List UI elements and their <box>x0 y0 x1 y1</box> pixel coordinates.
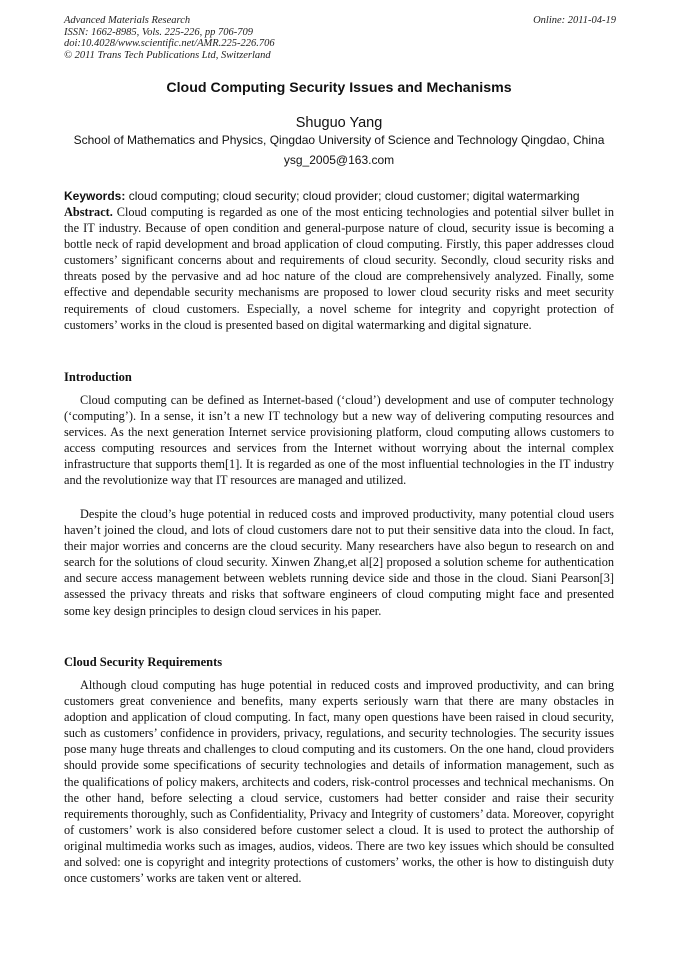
abstract <box>64 204 614 333</box>
author-name: Shuguo Yang <box>295 115 383 131</box>
author-affiliation: School of Mathematics and Physics, Qingdao University of Science and Technology Qingdao, China <box>73 133 605 147</box>
keywords-label: Keywords: <box>64 189 126 203</box>
introduction-paragraph-2: Despite the cloud’s huge potential in reduced costs and improved productivity, many potential cloud users haven’t joined the cloud, and lots of cloud customers dare not to put their sensitive data into the cloud. In fact, their major worries and concerns are the cloud security. Many researchers have also begun to research on and search for the solutions of cloud security. Xinwen Zhang,et al[2] proposed a solution scheme for authentication and secure access management between weblets running device side and those in the cloud. Siani Pearson[3] assessed the privacy threats and risks that software engineers of cloud computing might face and presented some key design principles to design cloud services in his paper. <box>64 507 614 618</box>
section-heading-requirements: Cloud Security Requirements <box>64 655 223 669</box>
section-heading-introduction: Introduction <box>64 370 132 384</box>
online-date: Online: 2011-04-19 <box>533 15 616 26</box>
paper-title: Cloud Computing Security Issues and Mechanisms <box>166 80 512 96</box>
journal-header <box>64 15 616 61</box>
journal-copyright: © 2011 Trans Tech Publications Ltd, Switzerland <box>64 49 271 61</box>
keywords-text: cloud computing; cloud security; cloud provider; cloud customer; digital watermarking <box>125 189 580 203</box>
abstract-label: Abstract. <box>64 205 113 219</box>
introduction-paragraph-1: Cloud computing can be defined as Internet-based (‘cloud’) development and use of computer technology (‘computing’). In a sense, it isn’t a new IT technology but a new way of delivering computing resources and services. As the next generation Internet service provisioning platform, cloud computing allows customers to access computing resources and services from the Internet without worrying about the internal complex infrastructure that supports them[1]. It is regarded as one of the most influential technologies in the IT industry and the revolutionize way that IT resources are managed and utilized. <box>64 393 614 488</box>
author-email: ysg_2005@163.com <box>283 153 395 167</box>
journal-issn: ISSN: 1662-8985, Vols. 225-226, pp 706-709 <box>64 26 253 38</box>
abstract-text: Cloud computing is regarded as one of the most enticing technologies and potential silver bullet in the IT industry. Because of open condition and general-purpose nature of cloud, security issue is becoming a bottle neck of rapid development and broad application of cloud computing. Firstly, this paper addresses cloud customers’ significant concerns about and requirements of cloud security. Secondly, cloud security risks and threats posed by the pervasive and ad hoc nature of the cloud are comprehensively analyzed. Finally, some effective and dependable security mechanisms are proposed to lower cloud security risks and meet security requirements of cloud customers. Especially, a novel scheme for integrity and copyright protection of customers’ works in the cloud is presented based on digital watermarking and digital signature. <box>64 205 614 332</box>
keywords <box>64 188 614 204</box>
requirements-paragraph-1: Although cloud computing has huge potential in reduced costs and improved productivity, and can bring customers great convenience and benefits, many experts seriously warn that there are many obstacles in adoption and application of cloud computing. In fact, many open questions have been raised in cloud security, such as customers’ confidence in providers, privacy, regulations, and security technologies. The security issues pose many huge threats and challenges to cloud computing and its customers. On the one hand, cloud providers should provide some specifications of security technologies and details of information management, such as the qualifications of policy makers, architects and coders, risk-control processes and technical mechanisms. On the other hand, before selecting a cloud service, customers had better consider and raise their security requirements thoroughly, such as Confidentiality, Privacy and Integrity of customers’ data. Moreover, copyright of customers’ work is also considered before customer select a cloud. It is used to protect the authorship of original multimedia works such as images, audios, videos. There are two key issues which should be consulted and solved: one is copyright and integrity protections of customers’ works, the other is how to distinguish duty once customers’ works are taken vent or altered. <box>64 678 614 886</box>
journal-doi: doi:10.4028/www.scientific.net/AMR.225-226.706 <box>64 38 275 49</box>
journal-name: Advanced Materials Research <box>64 15 191 26</box>
